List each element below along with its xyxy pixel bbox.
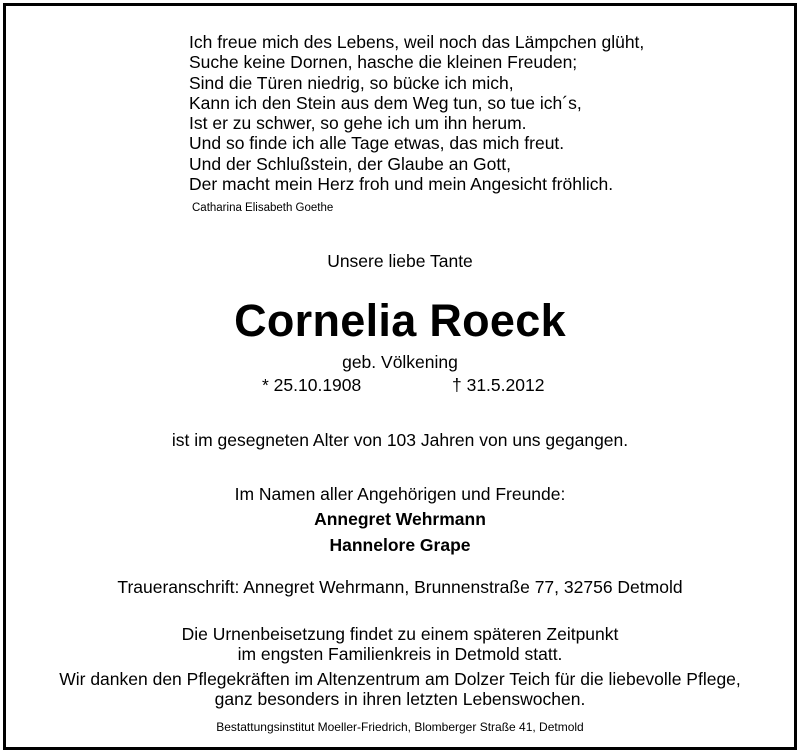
maiden-name: geb. Völkening (342, 352, 458, 372)
burial-line: Die Urnenbeisetzung findet zu einem späteren Zeitpunkt (181, 624, 619, 644)
poem-author: Catharina Elisabeth Goethe (192, 202, 334, 214)
poem-line: Der macht mein Herz froh und mein Angesicht fröhlich. (189, 174, 614, 195)
poem-line: Ist er zu schwer, so gehe ich um ihn herum. (189, 113, 527, 134)
obituary-notice (3, 3, 797, 750)
funeral-home: Bestattungsinstitut Moeller-Friedrich, Blomberger Straße 41, Detmold (216, 720, 584, 734)
deceased-name: Cornelia Roeck (234, 295, 566, 346)
poem-line: Suche keine Dornen, hasche die kleinen Freuden; (189, 52, 578, 73)
death-statement: ist im gesegneten Alter von 103 Jahren von uns gegangen. (171, 430, 629, 450)
intro-text: Unsere liebe Tante (327, 251, 473, 271)
mourner-name: Annegret Wehrmann (314, 509, 486, 529)
thanks-line: Wir danken den Pflegekräften im Altenzentrum am Dolzer Teich für die liebevolle Pflege, (59, 669, 741, 689)
mourning-address: Traueranschrift: Annegret Wehrmann, Brunnenstraße 77, 32756 Detmold (117, 577, 683, 597)
poem-line: Sind die Türen niedrig, so bücke ich mich, (189, 72, 514, 93)
burial-line: im engsten Familienkreis in Detmold statt. (237, 644, 563, 664)
birth-date: * 25.10.1908 (262, 375, 362, 395)
poem-line: Und so finde ich alle Tage etwas, das mich freut. (189, 133, 565, 154)
poem-line: Und der Schlußstein, der Glaube an Gott, (189, 153, 511, 174)
poem-line: Ich freue mich des Lebens, weil noch das Lämpchen glüht, (189, 32, 645, 52)
thanks-line: ganz besonders in ihren letzten Lebenswochen. (214, 689, 586, 709)
mourner-name: Hannelore Grape (329, 535, 471, 555)
poem-line: Kann ich den Stein aus dem Weg tun, so tue ich´s, (189, 92, 582, 113)
poem (189, 32, 644, 194)
mourners-intro: Im Namen aller Angehörigen und Freunde: (234, 484, 566, 504)
death-date: † 31.5.2012 (452, 375, 545, 395)
